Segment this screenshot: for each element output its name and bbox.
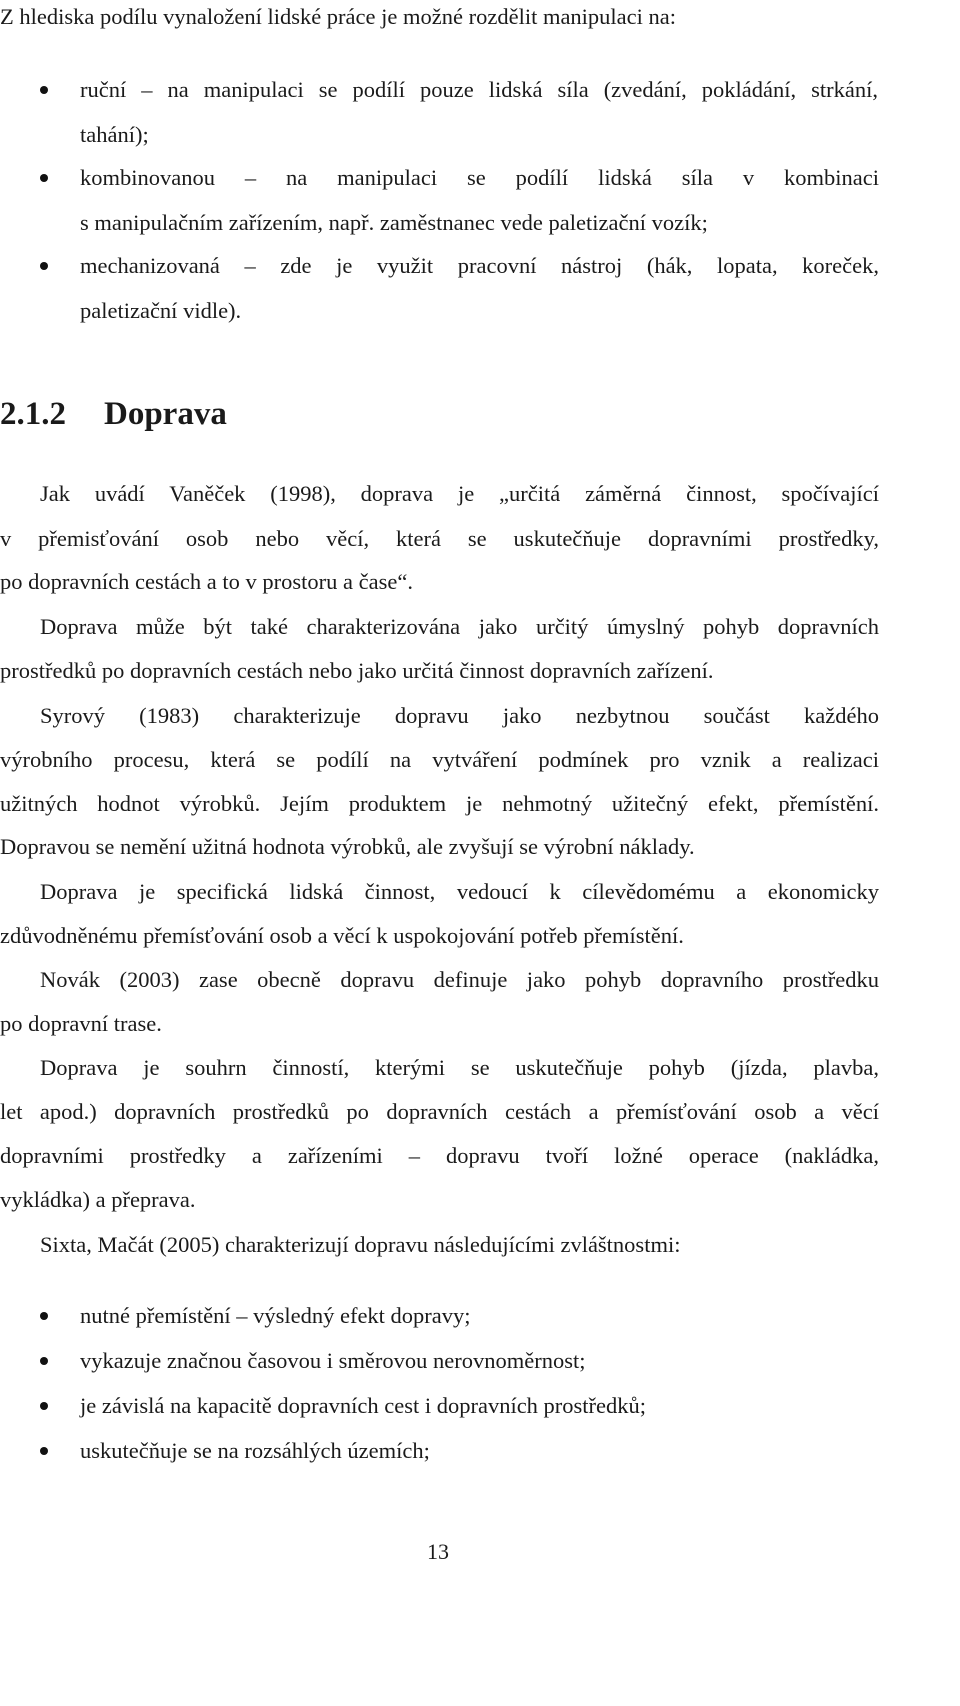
list2-item-2: vykazuje značnou časovou i směrovou nerovnoměrnost;: [80, 1348, 586, 1373]
paragraph-3-line-2: výrobního procesu, která se podílí na vytváření podmínek pro vznik a realizaci: [0, 747, 879, 772]
paragraph-5-line-2: po dopravní trase.: [0, 1011, 162, 1036]
paragraph-6-line-2: let apod.) dopravních prostředků po dopravních cestách a přemísťování osob a věcí: [0, 1099, 879, 1124]
paragraph-6-line-1: Doprava je souhrn činností, kterými se uskutečňuje pohyb (jízda, plavba,: [40, 1055, 879, 1080]
paragraph-1-line-1: Jak uvádí Vaněček (1998), doprava je „určitá záměrná činnost, spočívající: [40, 481, 879, 506]
paragraph-4-line-2: zdůvodněnému přemísťování osob a věcí k uspokojování potřeb přemístění.: [0, 923, 684, 948]
paragraph-6-line-3: dopravními prostředky a zařízeními – dopravu tvoří ložné operace (nakládka,: [0, 1143, 879, 1168]
list2-item-3: je závislá na kapacitě dopravních cest i dopravních prostředků;: [80, 1393, 647, 1418]
list1-item-2-line-1: kombinovanou – na manipulaci se podílí lidská síla v kombinaci: [80, 165, 879, 190]
bullet-icon: [40, 262, 48, 270]
paragraph-3-line-4: Dopravou se nemění užitná hodnota výrobků, ale zvyšují se výrobní náklady.: [0, 834, 695, 859]
paragraph-1-line-2: v přemisťování osob nebo věcí, která se uskutečňuje dopravními prostředky,: [0, 526, 879, 551]
paragraph-3-line-3: užitných hodnot výrobků. Jejím produktem je nehmotný užitečný efekt, přemístění.: [0, 791, 879, 816]
bullet-icon: [40, 174, 48, 182]
paragraph-1-line-3: po dopravních cestách a to v prostoru a čase“.: [0, 569, 413, 594]
paragraph-3-line-1: Syrový (1983) charakterizuje dopravu jako nezbytnou součást každého: [40, 703, 879, 728]
list1-item-3-line-2: paletizační vidle).: [80, 298, 242, 323]
list1-item-3-line-1: mechanizovaná – zde je využit pracovní nástroj (hák, lopata, koreček,: [80, 253, 879, 278]
bullet-icon: [40, 1357, 48, 1365]
list1-item-1-line-2: tahání);: [80, 122, 149, 147]
bullet-icon: [40, 1402, 48, 1410]
list1-item-2-line-2: s manipulačním zařízením, např. zaměstnanec vede paletizační vozík;: [80, 210, 708, 235]
section-number: 2.1.2: [0, 396, 66, 432]
list2-item-1: nutné přemístění – výsledný efekt dopravy;: [80, 1303, 471, 1328]
bullet-icon: [40, 1312, 48, 1320]
paragraph-5-line-1: Novák (2003) zase obecně dopravu definuje jako pohyb dopravního prostředku: [40, 967, 879, 992]
paragraph-2-line-1: Doprava může být také charakterizována jako určitý úmyslný pohyb dopravních: [40, 614, 879, 639]
section-title: Doprava: [104, 396, 227, 432]
bullet-icon: [40, 86, 48, 94]
paragraph-6-line-4: vykládka) a přeprava.: [0, 1187, 196, 1212]
list2-item-4: uskutečňuje se na rozsáhlých územích;: [80, 1438, 430, 1463]
page-number: 13: [427, 1539, 449, 1564]
paragraph-7-line-1: Sixta, Mačát (2005) charakterizují dopravu následujícími zvláštnostmi:: [40, 1232, 681, 1257]
list1-item-1-line-1: ruční – na manipulaci se podílí pouze lidská síla (zvedání, pokládání, strkání,: [80, 77, 878, 102]
paragraph-4-line-1: Doprava je specifická lidská činnost, vedoucí k cílevědomému a ekonomicky: [40, 879, 879, 904]
intro-text: Z hlediska podílu vynaložení lidské práce je možné rozdělit manipulaci na:: [0, 4, 677, 29]
bullet-icon: [40, 1447, 48, 1455]
paragraph-2-line-2: prostředků po dopravních cestách nebo jako určitá činnost dopravních zařízení.: [0, 658, 714, 683]
